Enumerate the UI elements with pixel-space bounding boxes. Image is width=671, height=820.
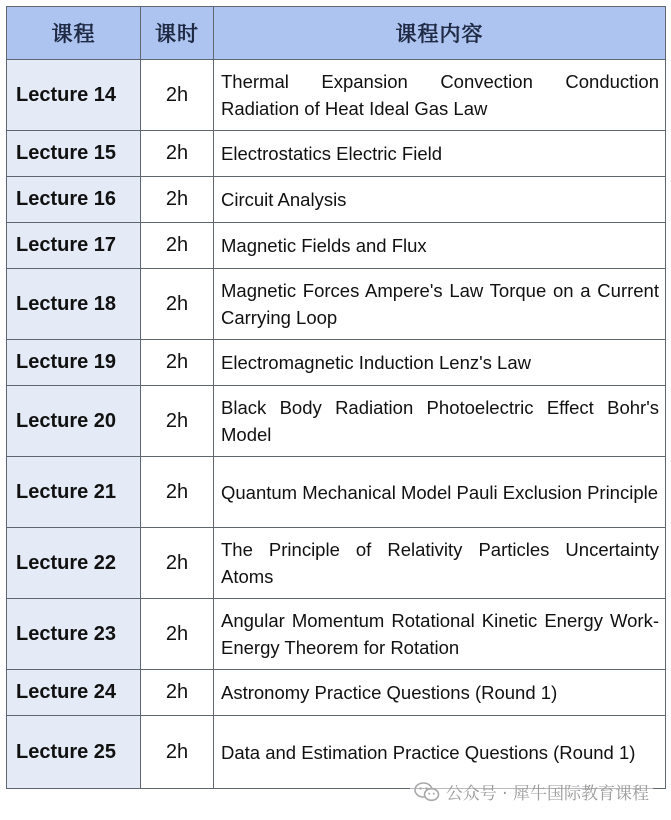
table-row	[7, 386, 666, 457]
table-row	[7, 177, 666, 223]
hours-cell: 2h	[141, 457, 214, 528]
lecture-cell: Lecture 15	[7, 131, 141, 177]
course-table	[6, 6, 666, 789]
content-cell: Circuit Analysis	[214, 177, 666, 223]
lecture-cell: Lecture 22	[7, 528, 141, 599]
table-row	[7, 131, 666, 177]
lecture-cell: Lecture 19	[7, 340, 141, 386]
content-cell: Electrostatics Electric Field	[214, 131, 666, 177]
hours-cell: 2h	[141, 340, 214, 386]
content-cell: Electromagnetic Induction Lenz's Law	[214, 340, 666, 386]
hours-cell: 2h	[141, 599, 214, 670]
lecture-cell: Lecture 17	[7, 223, 141, 269]
lecture-cell: Lecture 25	[7, 716, 141, 789]
lecture-cell: Lecture 21	[7, 457, 141, 528]
content-cell: Data and Estimation Practice Questions (Round 1)	[214, 716, 666, 789]
wechat-icon	[414, 782, 440, 802]
content-cell: Magnetic Fields and Flux	[214, 223, 666, 269]
hours-cell: 2h	[141, 60, 214, 131]
hours-cell: 2h	[141, 223, 214, 269]
lecture-cell: Lecture 20	[7, 386, 141, 457]
header-course: 课程	[7, 7, 141, 60]
content-cell: Magnetic Forces Ampere's Law Torque on a Current Carrying Loop	[214, 269, 666, 340]
content-cell: Quantum Mechanical Model Pauli Exclusion Principle	[214, 457, 666, 528]
table-row	[7, 340, 666, 386]
table-row	[7, 60, 666, 131]
lecture-cell: Lecture 14	[7, 60, 141, 131]
hours-cell: 2h	[141, 269, 214, 340]
hours-cell: 2h	[141, 386, 214, 457]
course-schedule	[6, 6, 665, 789]
table-row	[7, 223, 666, 269]
content-cell: Thermal Expansion Convection Conduction Radiation of Heat Ideal Gas Law	[214, 60, 666, 131]
header-hours: 课时	[141, 7, 214, 60]
content-cell: Angular Momentum Rotational Kinetic Energy Work-Energy Theorem for Rotation	[214, 599, 666, 670]
lecture-cell: Lecture 24	[7, 670, 141, 716]
hours-cell: 2h	[141, 528, 214, 599]
table-row	[7, 528, 666, 599]
hours-cell: 2h	[141, 177, 214, 223]
lecture-cell: Lecture 18	[7, 269, 141, 340]
lecture-cell: Lecture 16	[7, 177, 141, 223]
watermark-text: 公众号 · 犀牛国际教育课程	[445, 784, 649, 804]
lecture-cell: Lecture 23	[7, 599, 141, 670]
content-cell: Astronomy Practice Questions (Round 1)	[214, 670, 666, 716]
hours-cell: 2h	[141, 131, 214, 177]
header-content: 课程内容	[214, 7, 666, 60]
hours-cell: 2h	[141, 670, 214, 716]
table-row	[7, 269, 666, 340]
table-row	[7, 457, 666, 528]
table-row	[7, 599, 666, 670]
hours-cell: 2h	[141, 716, 214, 789]
content-cell: The Principle of Relativity Particles Uncertainty Atoms	[214, 528, 666, 599]
table-row	[7, 670, 666, 716]
watermark	[410, 777, 653, 806]
header-row	[7, 7, 666, 60]
content-cell: Black Body Radiation Photoelectric Effect Bohr's Model	[214, 386, 666, 457]
